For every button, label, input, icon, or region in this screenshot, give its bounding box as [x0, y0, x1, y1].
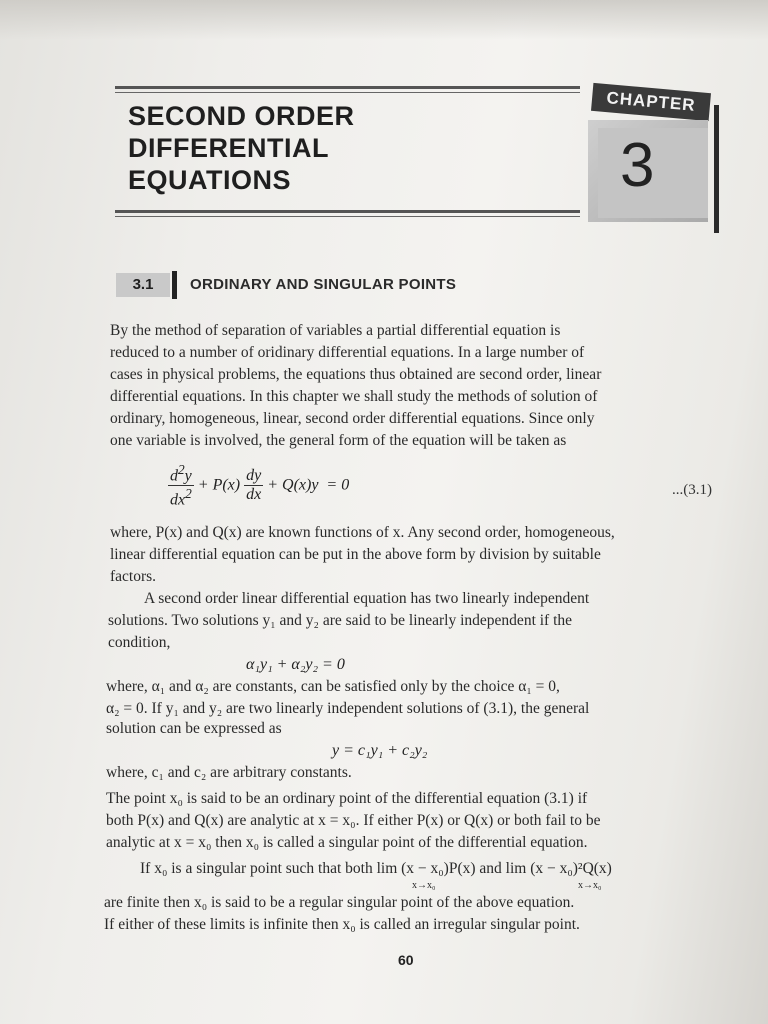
title-rule-bottom: [115, 210, 580, 213]
ordinary-line-1: The point x₀ is said to be an ordinary point of the differential equation (3.1) if: [106, 790, 588, 807]
lin-indep-line-1: A second order linear differential equation has two linearly independent: [144, 590, 590, 607]
chapter-title-line-1: SECOND ORDER: [128, 101, 355, 131]
singular-line-3: If either of these limits is infinite then x₀ is called an irregular singular point.: [104, 916, 580, 933]
equation-3-1: $\frac{d^2y}{dx^2}$ + P(x) $\frac{dy}{dx}$ + Q(x)y = 0: [170, 462, 350, 509]
equation-general-solution: y = c₁y₁ + c₂y₂: [332, 742, 428, 759]
after-eq1-line-3: factors.: [110, 568, 157, 585]
page-number: 60: [398, 952, 414, 968]
chapter-title: [128, 100, 355, 196]
lin-indep-line-3: condition,: [108, 634, 171, 651]
intro-line-6: one variable is involved, the general form of the equation will be taken as: [110, 432, 567, 449]
equation-linear-combination: α₁y₁ + α₂y₂ = 0: [246, 656, 345, 673]
title-rule-top: [115, 86, 580, 89]
intro-line-3: cases in physical problems, the equations thus obtained are second order, linear: [110, 366, 602, 383]
after-eq2-line-3: solution can be expressed as: [106, 720, 282, 737]
chapter-title-line-2: DIFFERENTIAL: [128, 133, 329, 163]
after-eq1-line-1: where, P(x) and Q(x) are known functions of x. Any second order, homogeneous,: [110, 524, 615, 541]
after-eq1-line-2: linear differential equation can be put in the above form by division by suitable: [110, 546, 601, 563]
equation-number: ...(3.1): [672, 482, 712, 498]
intro-line-1: By the method of separation of variables a partial differential equation is: [110, 322, 561, 339]
singular-line-1: If x₀ is a singular point such that both lim (x − x₀)P(x) and lim (x − x₀)²Q(x): [140, 860, 612, 877]
section-number: 3.1: [116, 273, 170, 297]
chapter-side-bar: [714, 105, 719, 233]
intro-line-4: differential equations. In this chapter we shall study the methods of solution of: [110, 388, 598, 405]
limit-subscript-1: x→x₀: [412, 880, 436, 891]
after-eq2-line-1: where, α₁ and α₂ are constants, can be satisfied only by the choice α₁ = 0,: [106, 678, 560, 695]
intro-line-5: ordinary, homogeneous, linear, second order differential equations. Since only: [110, 410, 595, 427]
after-eq3-line: where, c₁ and c₂ are arbitrary constants.: [106, 764, 352, 781]
ordinary-line-3: analytic at x = x₀ then x₀ is called a singular point of the differential equation.: [106, 834, 588, 851]
title-rule-top-thin: [115, 92, 580, 93]
intro-line-2: reduced to a number of oridinary differential equations. In a large number of: [110, 344, 585, 361]
limit-subscript-2: x→x₀: [578, 880, 602, 891]
after-eq2-line-2: α₂ = 0. If y₁ and y₂ are two linearly independent solutions of (3.1), the general: [106, 700, 590, 717]
ordinary-line-2: both P(x) and Q(x) are analytic at x = x₀. If either P(x) or Q(x) or both fail to be: [106, 812, 601, 829]
chapter-number: 3: [620, 131, 655, 200]
section-divider-bar: [172, 271, 177, 299]
singular-line-2: are finite then x₀ is said to be a regular singular point of the above equation.: [104, 894, 575, 911]
page-shadow: [0, 0, 768, 40]
chapter-label: CHAPTER: [591, 83, 711, 121]
title-rule-bottom-thin: [115, 216, 580, 217]
section-title: ORDINARY AND SINGULAR POINTS: [190, 276, 457, 293]
lin-indep-line-2: solutions. Two solutions y₁ and y₂ are said to be linearly independent if the: [108, 612, 573, 629]
chapter-title-line-3: EQUATIONS: [128, 165, 292, 195]
